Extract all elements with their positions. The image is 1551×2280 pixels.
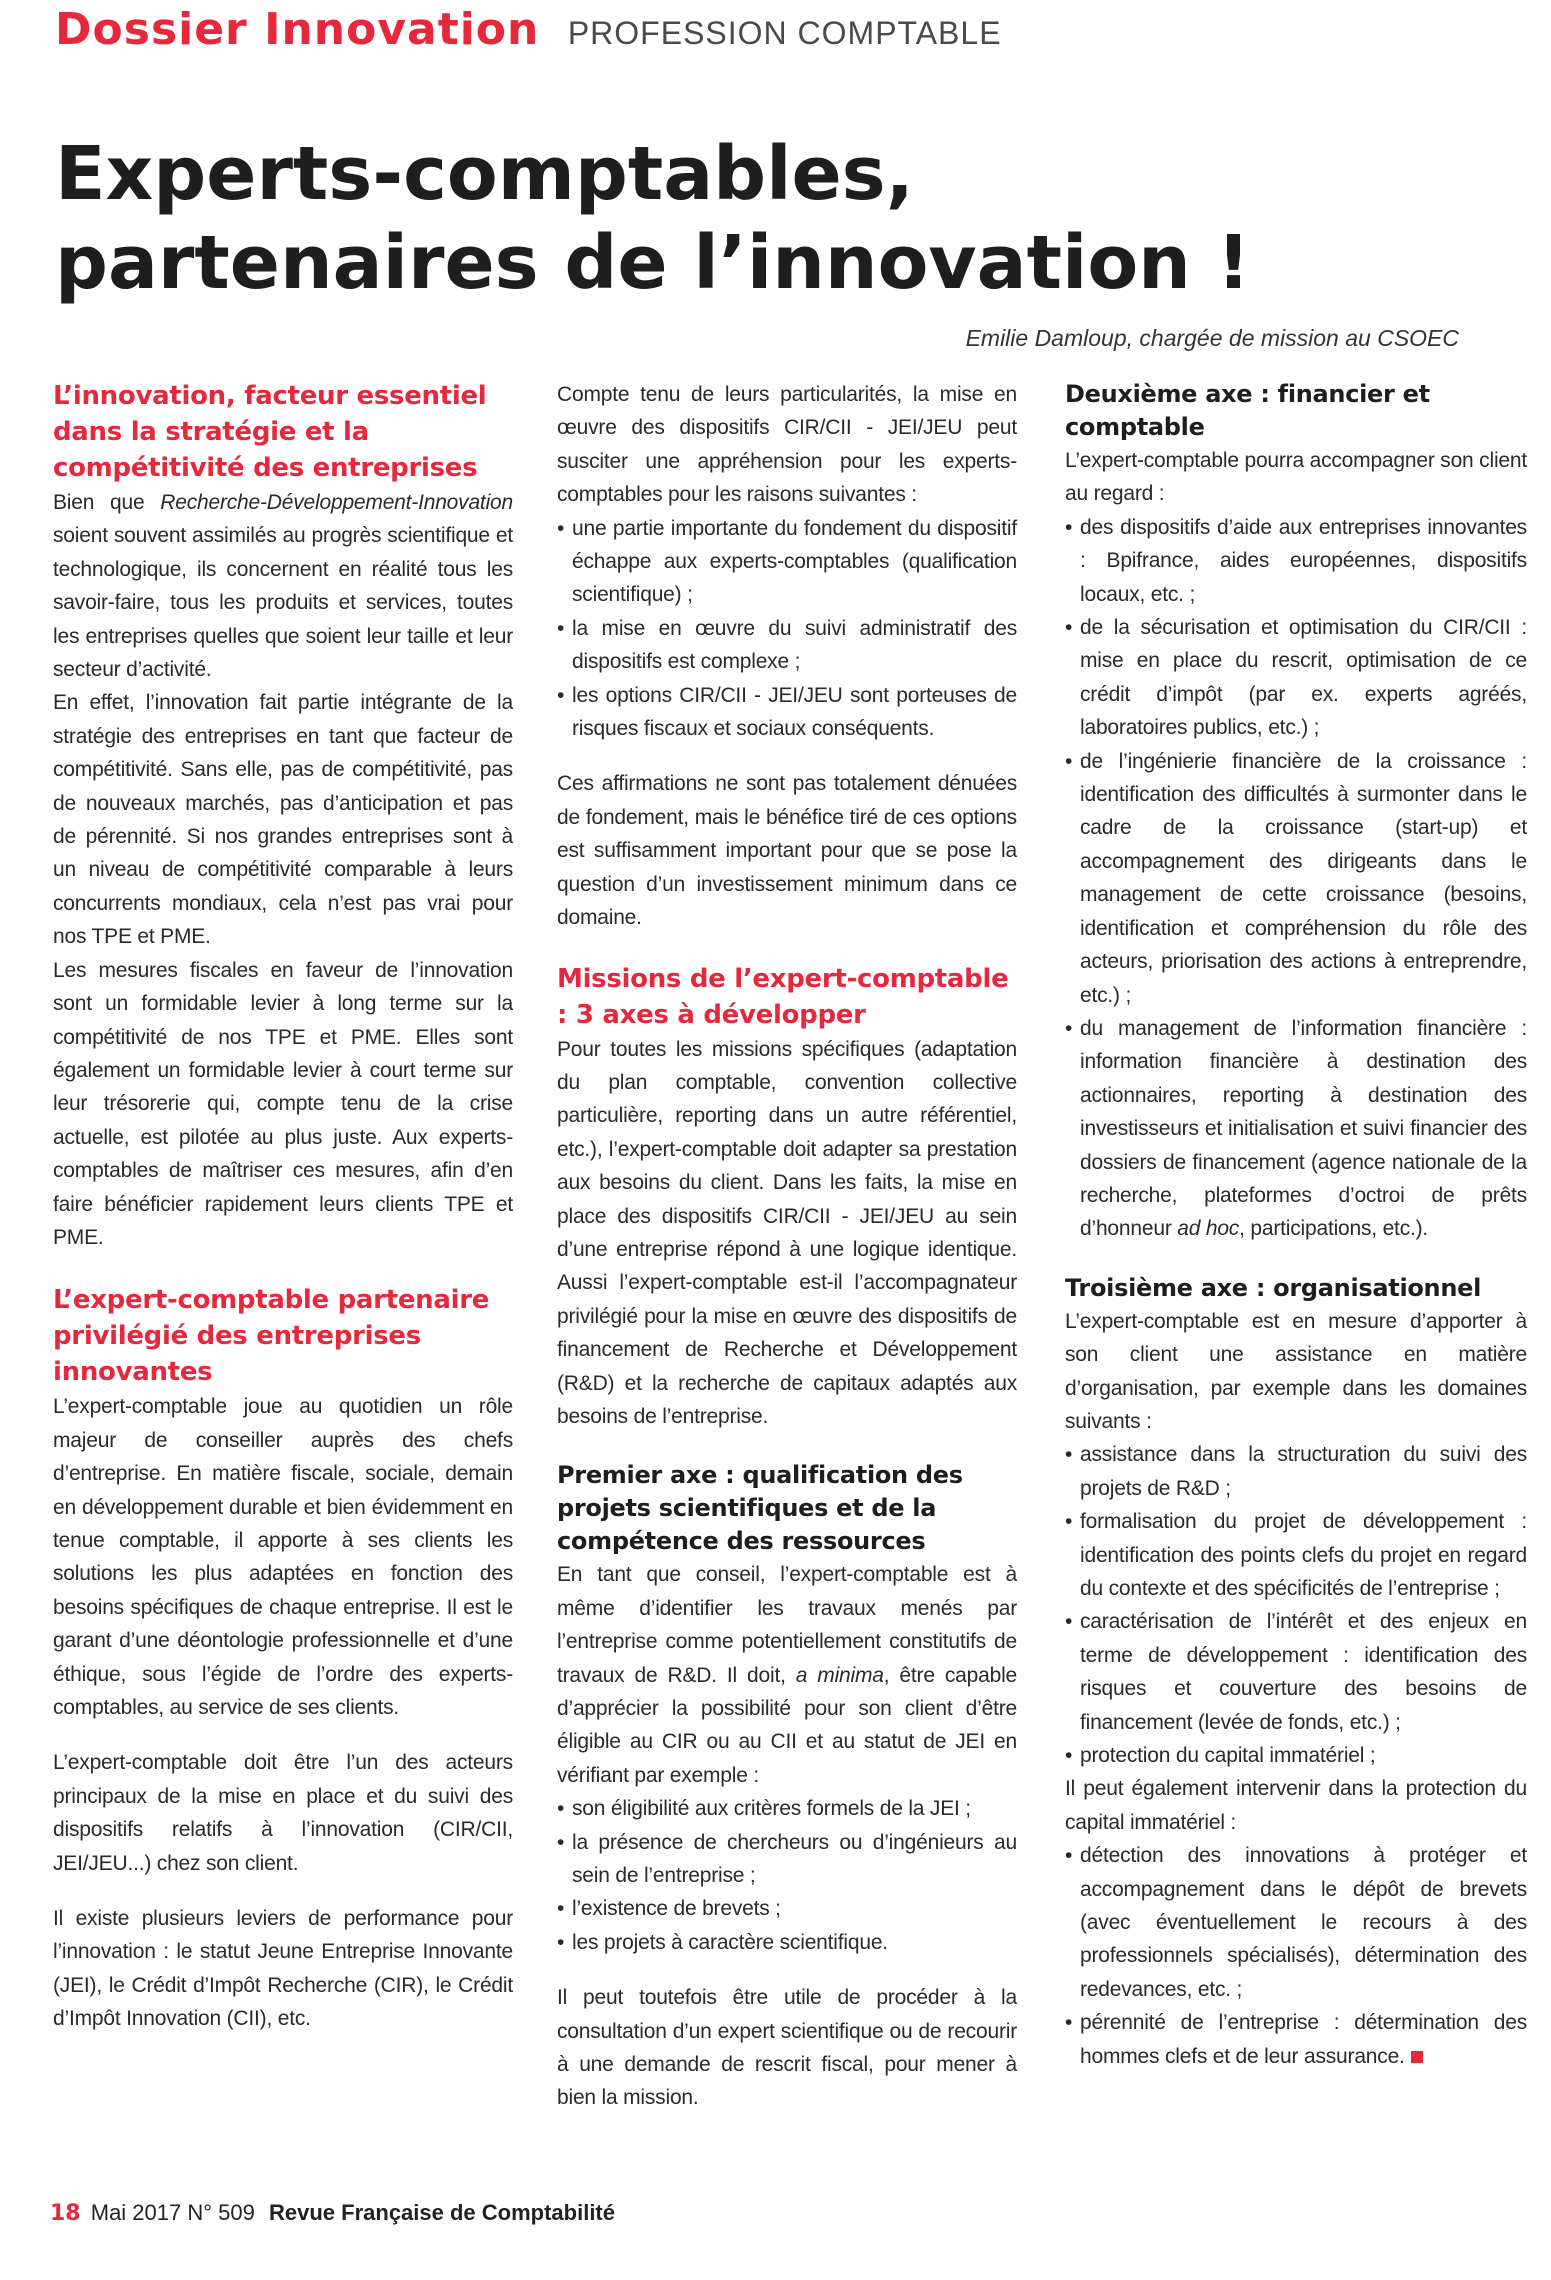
list-item: • la mise en œuvre du suivi administratif des dispositifs est complexe ; <box>557 612 1017 679</box>
list-item: • détection des innovations à protéger et accompagnement dans le dépôt de brevets (avec éventuellement le recours à des professionnels spécialisés), détermination des redevances, etc. ; <box>1065 1839 1527 2006</box>
list-item: • les projets à caractère scientifique. <box>557 1926 1017 1959</box>
subheading: L’innovation, facteur essentiel dans la stratégie et la compétitivité des entreprises <box>53 381 487 483</box>
paragraph: Ces affirmations ne sont pas totalement dénuées de fondement, mais le bénéfice tiré de ces options est suffisamment important pour que se pose la question d’un investissement minimum dans ce domaine. <box>557 772 1017 930</box>
list-item: • protection du capital immatériel ; <box>1065 1739 1527 1772</box>
list-item: • son éligibilité aux critères formels de la JEI ; <box>557 1792 1017 1825</box>
list-item: • des dispositifs d’aide aux entreprises innovantes : Bpifrance, aides européennes, dispositifs locaux, etc. ; <box>1065 511 1527 611</box>
section-name: Dossier Innovation <box>55 4 540 55</box>
paragraph: Il peut également intervenir dans la protection du capital immatériel : <box>1065 1777 1527 1834</box>
paragraph: L’expert-comptable pourra accompagner son client au regard : <box>1065 449 1527 506</box>
article-column-3 <box>1065 378 1527 2073</box>
paragraph: En tant que conseil, l’expert-comptable est à même d’identifier les travaux menés par l’entreprise comme potentiellement constitutifs de travaux de R&D. Il doit, a minima, être capable d’apprécier la possibilité pour son client d’être éligible au CIR ou au CII et au statut de JEI en vérifiant par exemple : <box>557 1563 1018 1787</box>
subheading: L’expert-comptable partenaire privilégié des entreprises innovantes <box>53 1285 490 1388</box>
article-title-line-2: partenaires de l’innovation ! <box>55 220 1251 306</box>
paragraph: L’expert-comptable est en mesure d’apporter à son client une assistance en matière d’organisation, par exemple dans les domaines suivants : <box>1065 1309 1527 1433</box>
paragraph: En effet, l’innovation fait partie intégrante de la stratégie des entreprises en tant que facteur de compétitivité. Sans elle, pas de compétitivité, pas de nouveaux marchés, pas d’anticipation et pas de pérennité. Si nos grandes entreprises sont à un niveau de compétitivité comparable à leurs concurrents mondiaux, cela n’est pas vrai pour nos TPE et PME. <box>53 691 513 949</box>
list-item: • pérennité de l’entreprise : détermination des hommes clefs et de leur assurance. <box>1065 2006 1527 2073</box>
article-author: Emilie Damloup, chargée de mission au CSOEC <box>965 325 1459 351</box>
article-column-1 <box>53 378 513 2036</box>
list-item: • la présence de chercheurs ou d’ingénieurs au sein de l’entreprise ; <box>557 1826 1017 1893</box>
list-item: • de l’ingénierie financière de la croissance : identification des difficultés à surmonter dans le cadre de la croissance (start-up) et accompagnement des dirigeants dans le management de cette croissance (besoins, identification et compréhension du rôle des acteurs, priorisation des actions à entreprendre, etc.) ; <box>1065 745 1527 1012</box>
issue-info: Mai 2017 N° 509 <box>90 2200 255 2225</box>
bullet-list <box>1065 1839 1527 2073</box>
list-item: • une partie importante du fondement du dispositif échappe aux experts-comptables (qualification scientifique) ; <box>557 512 1017 612</box>
bullet-list <box>1065 1438 1527 1772</box>
bullet-list <box>1065 511 1527 1246</box>
bullet-list <box>557 1792 1017 1959</box>
article-column-2 <box>557 378 1017 2115</box>
magazine-name: Revue Française de Comptabilité <box>269 2200 615 2225</box>
list-item: • les options CIR/CII - JEI/JEU sont porteuses de risques fiscaux et sociaux conséquents. <box>557 679 1017 746</box>
paragraph: L’expert-comptable doit être l’un des acteurs principaux de la mise en place et du suivi des dispositifs relatifs à l’innovation (CIR/CII, JEI/JEU...) chez son client. <box>53 1751 513 1875</box>
list-item: • formalisation du projet de développement : identification des points clefs du projet en regard du contexte et des spécificités de l’entreprise ; <box>1065 1505 1527 1605</box>
article-title-line-1: Experts-comptables, <box>55 131 914 217</box>
list-item: • l’existence de brevets ; <box>557 1892 1017 1925</box>
list-item: • assistance dans la structuration du suivi des projets de R&D ; <box>1065 1438 1527 1505</box>
paragraph: L’expert-comptable joue au quotidien un rôle majeur de conseiller auprès des chefs d’entreprise. En matière fiscale, sociale, demain en développement durable et bien évidemment en tenue comptable, il apporte à ses clients les solutions les plus adaptées en fonction des besoins spécifiques de chaque entreprise. Il est le garant d’une déontologie professionnelle et d’une éthique, sous l’égide de l’ordre des experts-comptables, au service de ses clients. <box>53 1395 513 1719</box>
section-topic: PROFESSION COMPTABLE <box>567 15 1002 51</box>
page-number: 18 <box>50 2201 81 2226</box>
subheading: Premier axe : qualification des projets scientifiques et de la compétence des ressources <box>557 1461 963 1556</box>
end-of-article-icon <box>1411 2051 1423 2063</box>
subheading: Missions de l’expert-comptable : 3 axes à développer <box>557 963 1009 1030</box>
paragraph: Compte tenu de leurs particularités, la mise en œuvre des dispositifs CIR/CII - JEI/JEU peut susciter une appréhension pour les experts-comptables pour les raisons suivantes : <box>557 383 1017 507</box>
page-footer <box>50 2200 615 2226</box>
paragraph: Il existe plusieurs leviers de performance pour l’innovation : le statut Jeune Entreprise Innovante (JEI), le Crédit d’Impôt Recherche (CIR), le Crédit d’Impôt Innovation (CII), etc. <box>53 1907 513 2031</box>
list-item: • du management de l’information financière : information financière à destination des actionnaires, reporting à destination des investisseurs et initialisation et suivi financier des dossiers de financement (agence nationale de la recherche, plateformes d’octroi de prêts d’honneur ad hoc, participations, etc.). <box>1065 1012 1527 1246</box>
section-header <box>55 4 1002 55</box>
paragraph: Pour toutes les missions spécifiques (adaptation du plan comptable, convention collective particulière, reporting dans un autre référentiel, etc.), l’expert-comptable doit adapter sa prestation aux besoins du client. Dans les faits, la mise en place des dispositifs CIR/CII - JEI/JEU au sein d’une entreprise répond à une logique identique. Aussi l’expert-comptable est-il l’accompagnateur privilégié pour la mise en œuvre des dispositifs de financement de Recherche et Développement (R&D) et la recherche de capitaux adaptés aux besoins de l’entreprise. <box>557 1037 1017 1428</box>
list-item: • de la sécurisation et optimisation du CIR/CII : mise en place du rescrit, optimisation de ce crédit d’impôt (par ex. experts agréés, laboratoires publics, etc.) ; <box>1065 611 1527 745</box>
subheading: Deuxième axe : financier et comptable <box>1065 380 1430 441</box>
list-item: • caractérisation de l’intérêt et des enjeux en terme de développement : identification des risques et couverture des besoins de financement (levée de fonds, etc.) ; <box>1065 1605 1527 1739</box>
paragraph: Bien que Recherche-Développement-Innovation soient souvent assimilés au progrès scientifique et technologique, ils concernent en réalité tous les savoir-faire, tous les produits et services, toutes les entreprises quelles que soient leur taille et leur secteur d’activité. <box>53 491 513 682</box>
paragraph: Les mesures fiscales en faveur de l’innovation sont un formidable levier à long terme sur la compétitivité de nos TPE et PME. Elles sont également un formidable levier à court terme sur leur trésorerie qui, compte tenu de la crise actuelle, est pilotée au plus juste. Aux experts-comptables de maîtriser ces mesures, afin d’en faire bénéficier rapidement leurs clients TPE et PME. <box>53 958 513 1249</box>
subheading: Troisième axe : organisationnel <box>1065 1273 1482 1302</box>
paragraph: Il peut toutefois être utile de procéder à la consultation d’un expert scientifique ou de recourir à une demande de rescrit fiscal, pour mener à bien la mission. <box>557 1986 1017 2110</box>
bullet-list <box>557 512 1017 746</box>
article-title <box>55 130 1505 308</box>
